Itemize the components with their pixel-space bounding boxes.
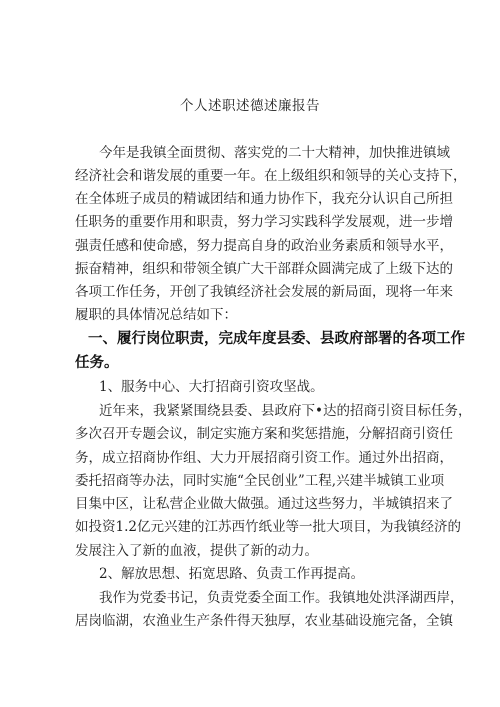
body-line: 多次召开专题会议，制定实施方案和奖惩措施，分解招商引资任 [75, 426, 453, 442]
body-line: 强责任感和使命感，努力提高自身的政治业务素质和领导水平， [75, 238, 453, 254]
body-line: 近年来，我紧紧围绕县委、县政府下•达的招商引资目标任务， [99, 403, 472, 419]
body-line: 居岗临湖，农渔业生产条件得天独厚，农业基础设施完备，全镇 [75, 613, 453, 629]
subheading: 2、解放思想、拓宽思路、负责工作再提高。 [99, 566, 365, 582]
body-line: 各项工作任务，开创了我镇经济社会发展的新局面，现将一年来 [75, 284, 453, 300]
body-line: 经济社会和谐发展的重要一年。在上级组织和领导的关心支持下， [75, 168, 467, 184]
body-line: 目集中区，让私营企业做大做强。通过这些努力，半城镇招来了 [75, 496, 453, 512]
body-line: 今年是我镇全面贯彻、落实党的二十大精神，加快推进镇域 [99, 145, 450, 161]
body-line: 振奋精神，组织和带领全镇广大干部群众圆满完成了上级下达的 [75, 261, 453, 277]
section-heading-continued: 任务。 [75, 355, 119, 371]
body-line: 务，成立招商协作组、大力开展招商引资工作。通过外出招商， [75, 450, 453, 466]
body-line: 任职务的重要作用和职责，努力学习实践科学发展观，进一步增 [75, 214, 453, 230]
body-line: 履职的具体情况总结如下： [75, 307, 237, 323]
section-heading: 一、履行岗位职责，完成年度县委、县政府部署的各项工作 [88, 331, 465, 347]
body-line: 我作为党委书记，负责党委全面工作。我镇地处洪泽湖西岸， [99, 590, 464, 606]
subheading: 1、服务中心、大打招商引资攻坚战。 [99, 379, 324, 395]
body-line: 委托招商等办法，同时实施“全民创业”工程,兴建半城镇工业项 [75, 473, 445, 489]
body-line: 在全体班子成员的精诚团结和通力协作下，我充分认识自己所担 [75, 191, 453, 207]
body-line: 发展注入了新的血液，提供了新的动力。 [75, 543, 318, 559]
body-line: 如投资1.2亿元兴建的江苏西竹纸业等一批大项目，为我镇经济的 [75, 519, 461, 535]
document-title: 个人述职述德述廉报告 [180, 98, 320, 114]
